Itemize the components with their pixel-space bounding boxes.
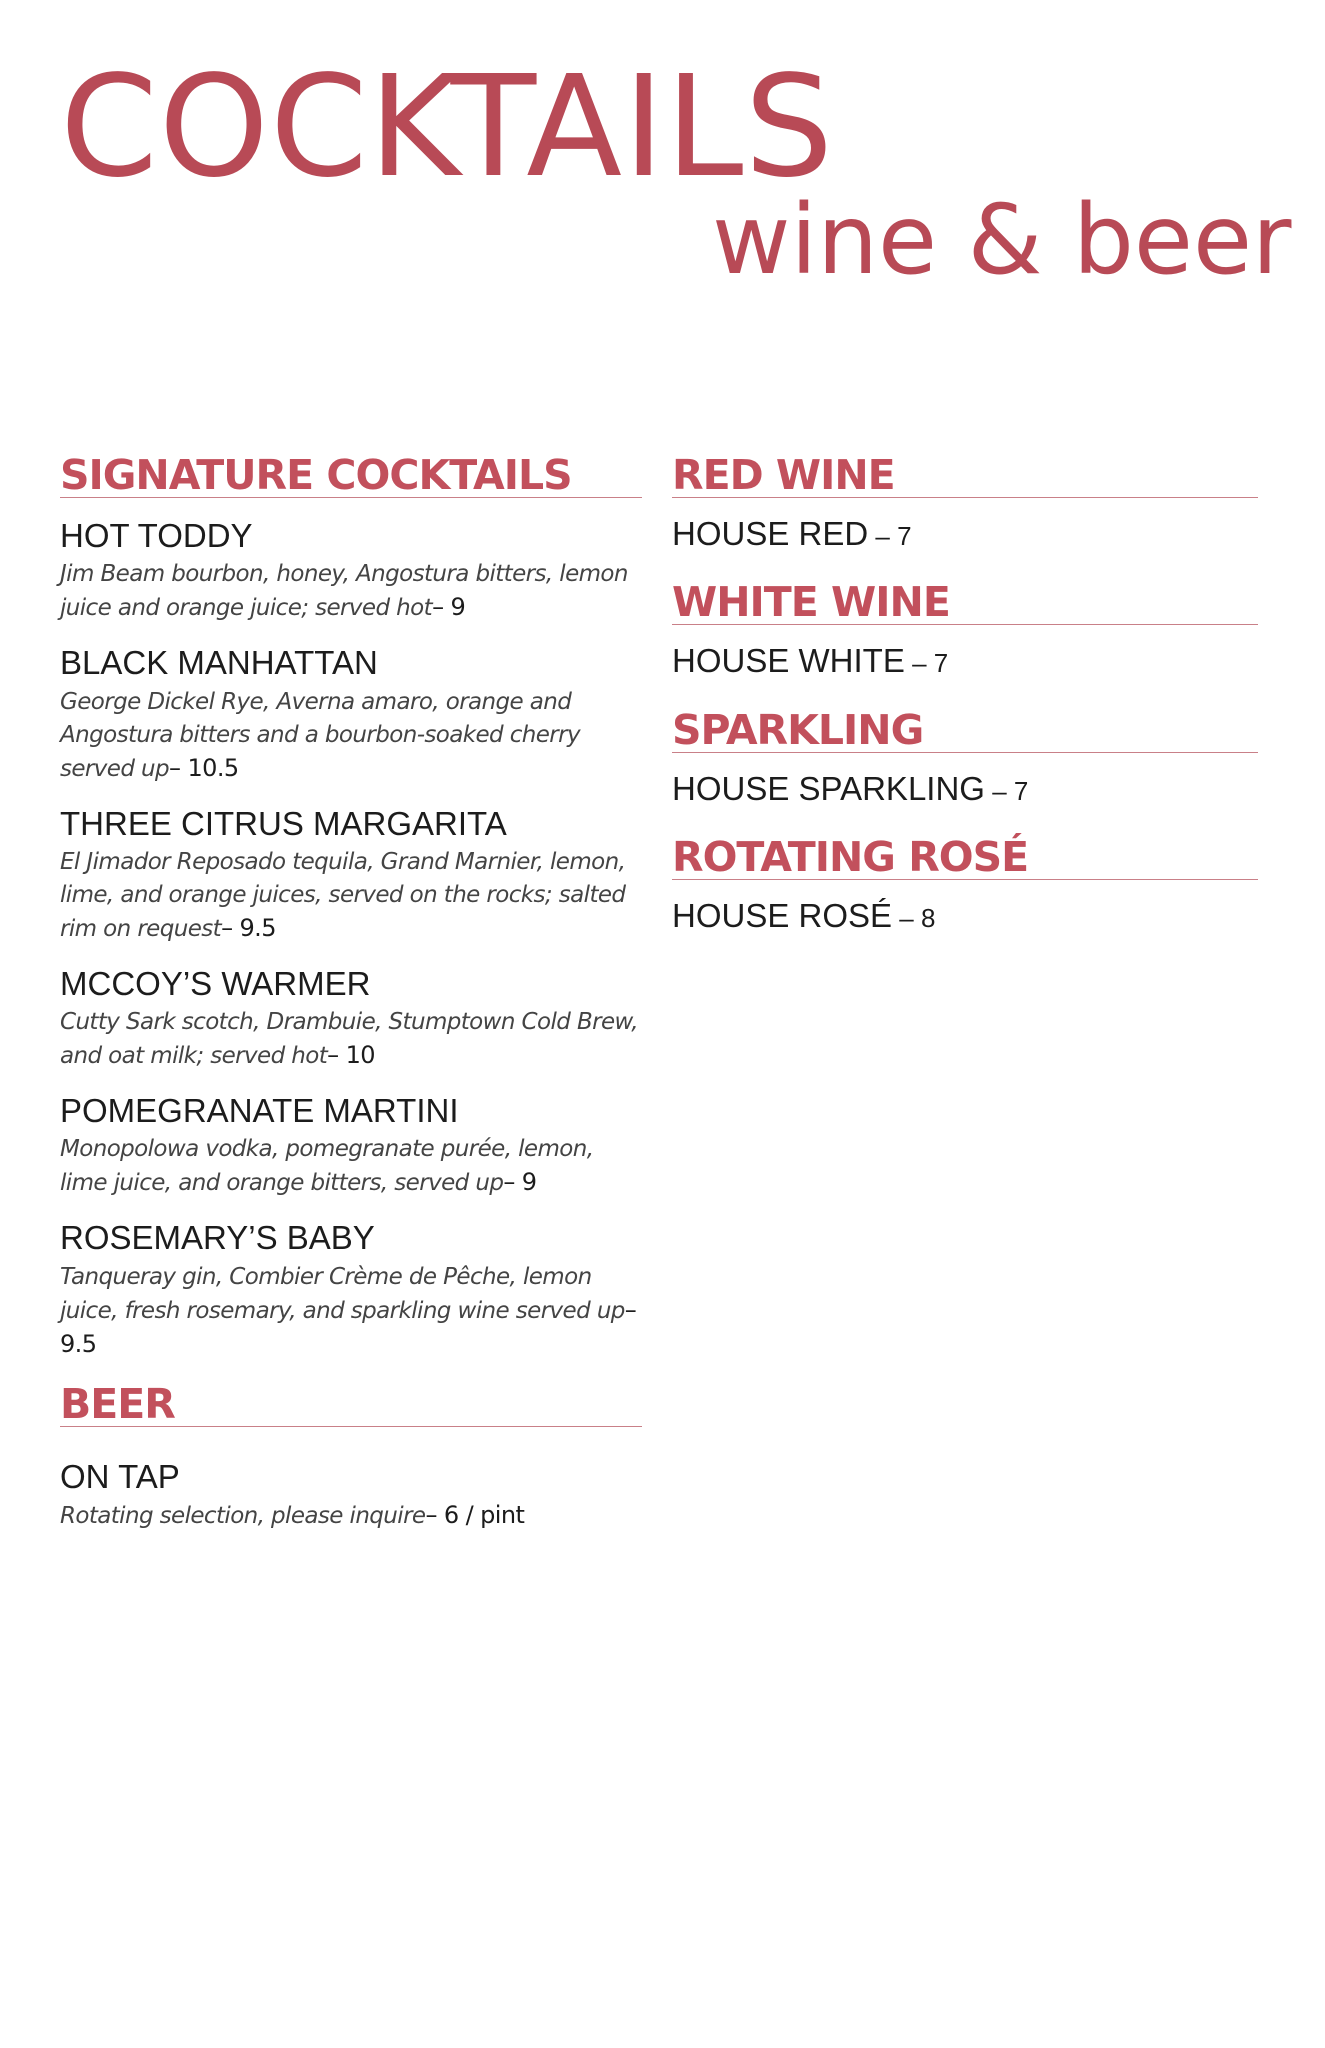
section-heading-signature-cocktails: SIGNATURE COCKTAILS bbox=[60, 455, 642, 498]
item-description: Cutty Sark scotch, Drambuie, Stumptown Cold Brew, and oat milk; served hot– 10 bbox=[60, 1009, 639, 1070]
sparkling-section bbox=[672, 705, 1258, 807]
item-description: Monopolowa vodka, pomegranate purée, lemon, lime juice, and orange bitters, served up– 9 bbox=[60, 1136, 594, 1197]
item-name: HOUSE RED bbox=[672, 515, 869, 552]
menu-item bbox=[60, 806, 642, 946]
left-column bbox=[60, 451, 642, 1533]
item-price: – 9 bbox=[503, 1168, 537, 1197]
item-name: ON TAP bbox=[60, 1457, 180, 1495]
item-price: – 9.5 bbox=[60, 1295, 637, 1358]
menu-item bbox=[672, 643, 1258, 679]
item-name: MCCOY’S WARMER bbox=[60, 964, 371, 1002]
item-name: HOUSE ROSÉ bbox=[672, 896, 893, 934]
menu-item bbox=[672, 898, 1258, 934]
item-name: ROSEMARY’S BABY bbox=[60, 1219, 375, 1257]
item-name: BLACK MANHATTAN bbox=[60, 644, 378, 682]
item-name: HOT TODDY bbox=[60, 517, 253, 554]
item-price: – 9.5 bbox=[221, 913, 276, 942]
section-heading-sparkling: SPARKLING bbox=[672, 710, 1258, 753]
item-name: THREE CITRUS MARGARITA bbox=[60, 804, 507, 842]
menu-item bbox=[60, 1459, 642, 1533]
item-price: – 10 bbox=[327, 1041, 375, 1070]
white-wine-section bbox=[672, 578, 1258, 680]
menu-item bbox=[60, 645, 642, 785]
menu-item bbox=[60, 518, 642, 625]
item-description: Tanqueray gin, Combier Crème de Pêche, lemon juice, fresh rosemary, and sparkling wine served up– 9.5 bbox=[60, 1263, 637, 1358]
menu-subtitle: wine & beer bbox=[712, 184, 1292, 296]
section-heading-red-wine: RED WINE bbox=[672, 455, 1258, 498]
item-price: – 9 bbox=[432, 593, 466, 622]
item-description: Rotating selection, please inquire– 6 / pint bbox=[60, 1501, 525, 1530]
item-description: George Dickel Rye, Averna amaro, orange and Angostura bitters and a bourbon-soaked cherry served up– 10.5 bbox=[60, 688, 581, 782]
item-name: HOUSE SPARKLING bbox=[672, 769, 985, 807]
menu-item bbox=[60, 1220, 642, 1361]
menu-title: COCKTAILS bbox=[60, 46, 835, 209]
right-column bbox=[672, 451, 1258, 964]
signature-cocktails-section bbox=[60, 451, 642, 1362]
section-heading-beer: BEER bbox=[60, 1384, 642, 1427]
item-description: El Jimador Reposado tequila, Grand Marnier, lemon, lime, and orange juices, served on the rocks; salted rim on request– 9.5 bbox=[60, 848, 626, 942]
item-price: – 7 bbox=[984, 775, 1029, 806]
item-price: – 8 bbox=[892, 902, 936, 933]
item-price: – 6 / pint bbox=[425, 1501, 525, 1530]
menu-item bbox=[672, 771, 1258, 807]
section-heading-rotating-rose: ROTATING ROSÉ bbox=[672, 837, 1258, 880]
item-name: HOUSE WHITE bbox=[672, 642, 905, 680]
item-description: Jim Beam bourbon, honey, Angostura bitters, lemon juice and orange juice; served hot– 9 bbox=[60, 561, 628, 622]
section-heading-white-wine: WHITE WINE bbox=[672, 582, 1258, 625]
menu-item bbox=[60, 1093, 642, 1200]
item-price: – 7 bbox=[904, 648, 949, 679]
rotating-rose-section bbox=[672, 832, 1258, 934]
item-price: – 10.5 bbox=[169, 753, 239, 782]
item-name: POMEGRANATE MARTINI bbox=[60, 1092, 459, 1130]
red-wine-section bbox=[672, 451, 1258, 552]
menu-item bbox=[672, 516, 1258, 552]
beer-section bbox=[60, 1379, 642, 1533]
menu-item bbox=[60, 966, 642, 1073]
item-price: – 7 bbox=[868, 521, 912, 551]
